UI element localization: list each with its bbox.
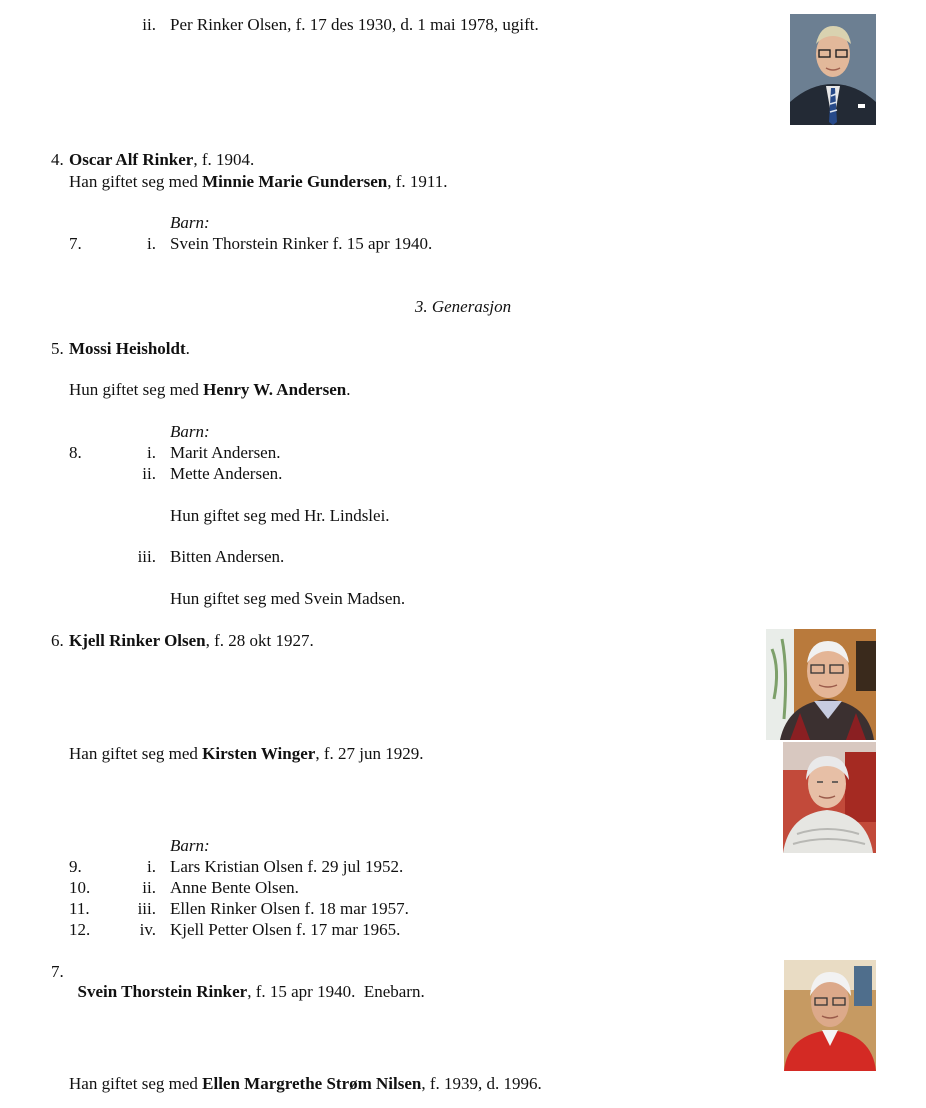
child-number: 7. xyxy=(69,234,82,253)
person-info: , f. 15 apr 1940. Enebarn. xyxy=(247,982,425,1001)
roman-numeral: ii. xyxy=(142,878,156,897)
person-number: 7. xyxy=(51,962,64,981)
child-entry-text: Kjell Petter Olsen f. 17 mar 1965. xyxy=(170,920,401,939)
child-number: 9. xyxy=(69,857,82,876)
roman-numeral: ii. xyxy=(142,464,156,483)
child-entry-text: Per Rinker Olsen, f. 17 des 1930, d. 1 mai 1978, ugift. xyxy=(170,15,539,34)
child-entry-text: Svein Thorstein Rinker f. 15 apr 1940. xyxy=(170,234,433,253)
marriage-prefix: Han giftet seg med xyxy=(69,744,203,763)
child-entry-text: Marit Andersen. xyxy=(170,443,281,462)
child-entry-text: Bitten Andersen. xyxy=(170,547,285,566)
child-number: 12. xyxy=(69,920,91,939)
spouse-name: Ellen Margrethe Strøm Nilsen xyxy=(202,1074,422,1093)
roman-numeral: iii. xyxy=(137,899,156,918)
child-entry-text: Mette Andersen. xyxy=(170,464,283,483)
person-info: , f. 28 okt 1927. xyxy=(205,631,314,650)
roman-numeral: iv. xyxy=(139,920,156,939)
child-number: 11. xyxy=(69,899,90,918)
marriage-line xyxy=(69,744,423,764)
person-number: 4. xyxy=(51,150,64,169)
person-info: . xyxy=(185,339,190,358)
spouse-info: , f. 27 jun 1929. xyxy=(315,744,424,763)
spouse-info: , f. 1939, d. 1996. xyxy=(421,1074,542,1093)
child-entry-text: Lars Kristian Olsen f. 29 jul 1952. xyxy=(170,857,404,876)
spouse-name: Minnie Marie Gundersen xyxy=(202,172,388,191)
child-entry-text: Ellen Rinker Olsen f. 18 mar 1957. xyxy=(170,899,409,918)
person-entry xyxy=(69,339,190,359)
children-label: Barn: xyxy=(170,213,210,232)
person-entry xyxy=(69,962,425,1002)
roman-numeral: i. xyxy=(147,443,156,462)
children-label: Barn: xyxy=(170,836,210,855)
children-label: Barn: xyxy=(170,422,210,441)
marriage-line xyxy=(69,380,350,400)
spouse-name: Kirsten Winger xyxy=(202,744,316,763)
marriage-prefix: Han giftet seg med xyxy=(69,1074,203,1093)
marriage-line xyxy=(69,172,448,192)
spouse-info: . xyxy=(346,380,351,399)
child-number: 8. xyxy=(69,443,82,462)
generation-heading: 3. Generasjon xyxy=(414,297,512,316)
person-name: Svein Thorstein Rinker xyxy=(77,982,248,1001)
person-entry xyxy=(69,631,314,651)
child-entry-text: Anne Bente Olsen. xyxy=(170,878,299,897)
child-number: 10. xyxy=(69,878,91,897)
roman-numeral: i. xyxy=(147,857,156,876)
spouse-info: , f. 1911. xyxy=(387,172,448,191)
person-name: Kjell Rinker Olsen xyxy=(69,631,206,650)
marriage-line xyxy=(69,1074,542,1094)
person-name: Oscar Alf Rinker xyxy=(69,150,194,169)
child-marriage-note: Hun giftet seg med Hr. Lindslei. xyxy=(170,506,390,525)
spouse-name: Henry W. Andersen xyxy=(203,380,347,399)
person-name: Mossi Heisholdt xyxy=(69,339,186,358)
marriage-prefix: Hun giftet seg med xyxy=(69,380,204,399)
roman-numeral: iii. xyxy=(137,547,156,566)
child-marriage-note: Hun giftet seg med Svein Madsen. xyxy=(170,589,406,608)
person-number: 6. xyxy=(51,631,64,650)
roman-numeral: i. xyxy=(147,234,156,253)
portrait-photo-kirsten xyxy=(783,742,876,853)
marriage-prefix: Han giftet seg med xyxy=(69,172,203,191)
portrait-photo-svein xyxy=(784,960,876,1071)
person-entry xyxy=(69,150,254,170)
roman-numeral: ii. xyxy=(142,15,156,34)
person-info: , f. 1904. xyxy=(193,150,255,169)
portrait-photo-per xyxy=(790,14,876,125)
portrait-photo-kjell xyxy=(766,629,876,740)
person-number: 5. xyxy=(51,339,64,358)
